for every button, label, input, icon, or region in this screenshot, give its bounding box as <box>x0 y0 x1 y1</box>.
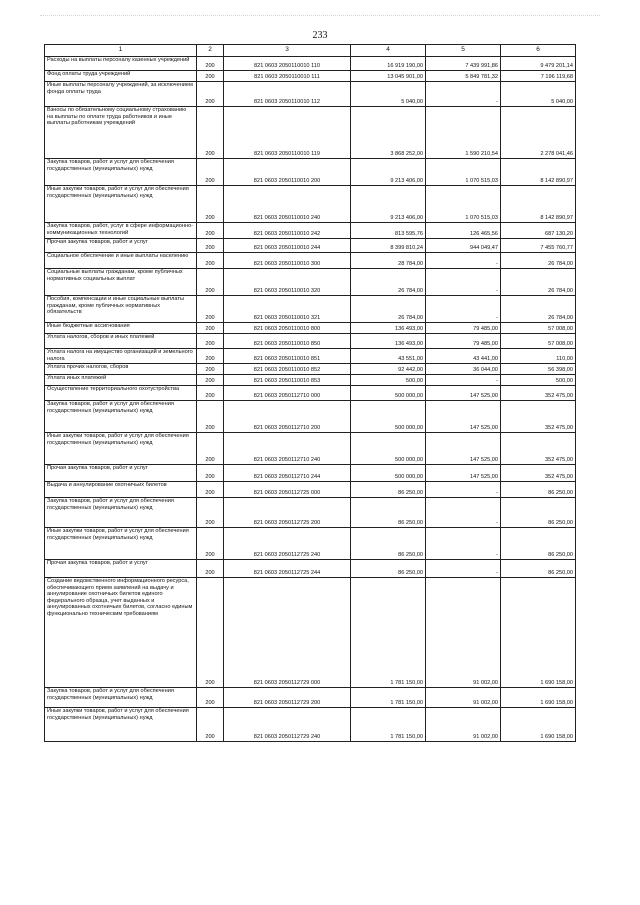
row-glav-cell: 200 <box>197 107 224 159</box>
row-approved-cell: 500,00 <box>351 375 426 386</box>
row-remainder-cell: 352 475,00 <box>501 465 576 482</box>
row-glav-cell: 200 <box>197 82 224 107</box>
table-row <box>45 269 576 296</box>
row-code-cell: 821 0603 2050112725 244 <box>224 560 351 578</box>
row-code-cell: 821 0603 2050112710 240 <box>224 433 351 465</box>
table-row <box>45 433 576 465</box>
row-approved-cell: 500 000,00 <box>351 386 426 401</box>
header-cell: 5 <box>426 45 501 57</box>
row-code-cell: 821 0603 2050112725 000 <box>224 482 351 498</box>
row-approved-cell: 136 493,00 <box>351 334 426 349</box>
row-approved-cell: 813 595,76 <box>351 223 426 239</box>
row-approved-cell: 86 250,00 <box>351 498 426 528</box>
row-glav-cell: 200 <box>197 386 224 401</box>
table-row <box>45 323 576 334</box>
row-code-cell: 821 0603 2050110010 240 <box>224 186 351 223</box>
row-remainder-cell: 1 690 158,00 <box>501 578 576 688</box>
header-cell: 2 <box>197 45 224 57</box>
row-name-cell: Закупка товаров, работ и услуг для обеспечения государственных (муниципальных) нужд <box>45 498 197 528</box>
row-name-cell: Прочая закупка товаров, работ и услуг <box>45 465 197 482</box>
row-remainder-cell: 9 479 201,14 <box>501 57 576 71</box>
row-glav-cell: 200 <box>197 528 224 560</box>
row-glav-cell: 200 <box>197 159 224 186</box>
scan-artifact-line <box>40 15 600 16</box>
row-executed-cell: - <box>426 253 501 269</box>
row-glav-cell: 200 <box>197 269 224 296</box>
table-row <box>45 401 576 433</box>
row-executed-cell: - <box>426 375 501 386</box>
table-row <box>45 688 576 708</box>
row-remainder-cell: 5 040,00 <box>501 82 576 107</box>
table-row <box>45 364 576 375</box>
row-approved-cell: 13 045 901,00 <box>351 71 426 82</box>
row-approved-cell: 9 213 406,00 <box>351 159 426 186</box>
row-executed-cell: 147 525,00 <box>426 433 501 465</box>
row-approved-cell: 28 784,00 <box>351 253 426 269</box>
row-remainder-cell: 687 130,20 <box>501 223 576 239</box>
row-executed-cell: 1 590 210,54 <box>426 107 501 159</box>
row-executed-cell: 7 439 991,86 <box>426 57 501 71</box>
row-approved-cell: 92 442,00 <box>351 364 426 375</box>
row-name-cell: Прочая закупка товаров, работ и услуг <box>45 560 197 578</box>
row-code-cell: 821 0603 2050110010 200 <box>224 159 351 186</box>
row-glav-cell: 200 <box>197 334 224 349</box>
row-name-cell: Иные закупки товаров, работ и услуг для обеспечения государственных (муниципальных) нужд <box>45 528 197 560</box>
row-code-cell: 821 0603 2050112710 244 <box>224 465 351 482</box>
row-executed-cell: 36 044,00 <box>426 364 501 375</box>
row-remainder-cell: 86 250,00 <box>501 482 576 498</box>
row-remainder-cell: 1 690 158,00 <box>501 708 576 742</box>
row-name-cell: Уплата налога на имущество организаций и земельного налога <box>45 349 197 364</box>
row-approved-cell: 86 250,00 <box>351 482 426 498</box>
row-name-cell: Иные бюджетные ассигнования <box>45 323 197 334</box>
row-executed-cell: 79 485,00 <box>426 334 501 349</box>
row-approved-cell: 16 919 190,00 <box>351 57 426 71</box>
row-glav-cell: 200 <box>197 349 224 364</box>
row-name-cell: Иные выплаты персоналу учреждений, за исключением фонда оплаты труда <box>45 82 197 107</box>
row-executed-cell: 147 525,00 <box>426 401 501 433</box>
row-name-cell: Закупка товаров, работ и услуг для обеспечения государственных (муниципальных) нужд <box>45 159 197 186</box>
table-row <box>45 186 576 223</box>
row-approved-cell: 43 551,00 <box>351 349 426 364</box>
row-remainder-cell: 110,00 <box>501 349 576 364</box>
row-executed-cell: 43 441,00 <box>426 349 501 364</box>
row-code-cell: 821 0603 2050112729 200 <box>224 688 351 708</box>
row-name-cell: Иные закупки товаров, работ и услуг для обеспечения государственных (муниципальных) нужд <box>45 708 197 742</box>
row-name-cell: Уплата иных платежей <box>45 375 197 386</box>
row-name-cell: Прочая закупка товаров, работ и услуг <box>45 239 197 253</box>
row-glav-cell: 200 <box>197 71 224 82</box>
table-row <box>45 82 576 107</box>
row-code-cell: 821 0603 2050110010 244 <box>224 239 351 253</box>
row-glav-cell: 200 <box>197 323 224 334</box>
row-code-cell: 821 0603 2050110010 300 <box>224 253 351 269</box>
table-row <box>45 107 576 159</box>
table-row <box>45 296 576 323</box>
row-name-cell: Пособия, компенсации и иные социальные выплаты гражданам, кроме публичных нормативных обязательств <box>45 296 197 323</box>
row-glav-cell: 200 <box>197 401 224 433</box>
row-remainder-cell: 86 250,00 <box>501 560 576 578</box>
header-cell: 4 <box>351 45 426 57</box>
row-code-cell: 821 0603 2050110010 119 <box>224 107 351 159</box>
table-row <box>45 223 576 239</box>
row-glav-cell: 200 <box>197 186 224 223</box>
table-row <box>45 334 576 349</box>
row-glav-cell: 200 <box>197 688 224 708</box>
row-approved-cell: 500 000,00 <box>351 433 426 465</box>
row-remainder-cell: 500,00 <box>501 375 576 386</box>
row-glav-cell: 200 <box>197 560 224 578</box>
row-name-cell: Уплата налогов, сборов и иных платежей <box>45 334 197 349</box>
row-glav-cell: 200 <box>197 708 224 742</box>
row-remainder-cell: 56 398,00 <box>501 364 576 375</box>
row-code-cell: 821 0603 2050112710 000 <box>224 386 351 401</box>
row-executed-cell: 79 485,00 <box>426 323 501 334</box>
row-approved-cell: 5 040,00 <box>351 82 426 107</box>
table-row <box>45 375 576 386</box>
row-executed-cell: 944 049,47 <box>426 239 501 253</box>
row-glav-cell: 200 <box>197 239 224 253</box>
row-approved-cell: 500 000,00 <box>351 465 426 482</box>
row-remainder-cell: 352 475,00 <box>501 433 576 465</box>
table-row <box>45 239 576 253</box>
row-code-cell: 821 0603 2050110010 321 <box>224 296 351 323</box>
row-approved-cell: 8 399 810,24 <box>351 239 426 253</box>
row-approved-cell: 136 493,00 <box>351 323 426 334</box>
row-remainder-cell: 86 250,00 <box>501 498 576 528</box>
row-remainder-cell: 8 142 890,97 <box>501 159 576 186</box>
row-code-cell: 821 0603 2050110010 111 <box>224 71 351 82</box>
row-executed-cell: 126 465,56 <box>426 223 501 239</box>
row-name-cell: Закупка товаров, работ и услуг для обеспечения государственных (муниципальных) нужд <box>45 688 197 708</box>
row-remainder-cell: 1 690 158,00 <box>501 688 576 708</box>
row-approved-cell: 9 213 406,00 <box>351 186 426 223</box>
row-code-cell: 821 0603 2050112729 240 <box>224 708 351 742</box>
row-name-cell: Выдача и аннулирование охотничьих билетов <box>45 482 197 498</box>
row-remainder-cell: 57 008,00 <box>501 323 576 334</box>
table-row <box>45 498 576 528</box>
budget-table <box>44 44 576 742</box>
row-approved-cell: 26 784,00 <box>351 269 426 296</box>
table-body <box>45 57 576 742</box>
row-code-cell: 821 0603 2050110010 110 <box>224 57 351 71</box>
row-executed-cell: - <box>426 82 501 107</box>
row-executed-cell: 5 849 781,32 <box>426 71 501 82</box>
row-glav-cell: 200 <box>197 296 224 323</box>
row-glav-cell: 200 <box>197 57 224 71</box>
row-glav-cell: 200 <box>197 375 224 386</box>
table-row <box>45 528 576 560</box>
row-remainder-cell: 86 250,00 <box>501 528 576 560</box>
row-name-cell: Фонд оплаты труда учреждений <box>45 71 197 82</box>
row-code-cell: 821 0603 2050110010 320 <box>224 269 351 296</box>
row-glav-cell: 200 <box>197 223 224 239</box>
table-row <box>45 708 576 742</box>
row-approved-cell: 86 250,00 <box>351 560 426 578</box>
row-executed-cell: 1 070 515,03 <box>426 186 501 223</box>
row-name-cell: Закупка товаров, работ и услуг для обеспечения государственных (муниципальных) нужд <box>45 401 197 433</box>
row-code-cell: 821 0603 2050112729 000 <box>224 578 351 688</box>
row-remainder-cell: 2 278 041,46 <box>501 107 576 159</box>
row-name-cell: Закупка товаров, работ, услуг в сфере информационно-коммуникационных технологий <box>45 223 197 239</box>
table-row <box>45 71 576 82</box>
row-glav-cell: 200 <box>197 482 224 498</box>
row-approved-cell: 1 781 150,00 <box>351 578 426 688</box>
row-code-cell: 821 0603 2050110010 112 <box>224 82 351 107</box>
row-remainder-cell: 7 455 760,77 <box>501 239 576 253</box>
row-name-cell: Иные закупки товаров, работ и услуг для обеспечения государственных (муниципальных) нужд <box>45 433 197 465</box>
row-code-cell: 821 0603 2050112710 200 <box>224 401 351 433</box>
row-name-cell: Иные закупки товаров, работ и услуг для обеспечения государственных (муниципальных) нужд <box>45 186 197 223</box>
row-name-cell: Уплата прочих налогов, сборов <box>45 364 197 375</box>
row-glav-cell: 200 <box>197 433 224 465</box>
row-remainder-cell: 7 196 119,68 <box>501 71 576 82</box>
header-cell: 1 <box>45 45 197 57</box>
row-code-cell: 821 0603 2050112725 240 <box>224 528 351 560</box>
row-approved-cell: 86 250,00 <box>351 528 426 560</box>
row-approved-cell: 3 868 252,00 <box>351 107 426 159</box>
row-name-cell: Расходы на выплаты персоналу казенных учреждений <box>45 57 197 71</box>
row-executed-cell: - <box>426 560 501 578</box>
row-glav-cell: 200 <box>197 253 224 269</box>
table-row <box>45 560 576 578</box>
table-row <box>45 57 576 71</box>
page-number: 233 <box>312 30 328 41</box>
row-executed-cell: 91 002,00 <box>426 688 501 708</box>
row-executed-cell: - <box>426 269 501 296</box>
table-row <box>45 465 576 482</box>
row-executed-cell: - <box>426 296 501 323</box>
row-executed-cell: - <box>426 528 501 560</box>
row-name-cell: Осуществление территориального охотустройства <box>45 386 197 401</box>
row-glav-cell: 200 <box>197 465 224 482</box>
header-cell: 6 <box>501 45 576 57</box>
table-row <box>45 159 576 186</box>
row-remainder-cell: 26 784,00 <box>501 296 576 323</box>
row-glav-cell: 200 <box>197 498 224 528</box>
row-executed-cell: - <box>426 482 501 498</box>
row-name-cell: Социальное обеспечение и иные выплаты населению <box>45 253 197 269</box>
row-remainder-cell: 26 784,00 <box>501 253 576 269</box>
row-executed-cell: 147 525,00 <box>426 386 501 401</box>
row-code-cell: 821 0603 2050112725 200 <box>224 498 351 528</box>
row-executed-cell: 91 002,00 <box>426 708 501 742</box>
row-approved-cell: 500 000,00 <box>351 401 426 433</box>
row-code-cell: 821 0603 2050110010 853 <box>224 375 351 386</box>
table-row <box>45 386 576 401</box>
row-approved-cell: 1 781 150,00 <box>351 708 426 742</box>
row-glav-cell: 200 <box>197 578 224 688</box>
row-glav-cell: 200 <box>197 364 224 375</box>
row-remainder-cell: 352 475,00 <box>501 386 576 401</box>
row-name-cell: Социальные выплаты гражданам, кроме публичных нормативных социальных выплат <box>45 269 197 296</box>
row-remainder-cell: 352 475,00 <box>501 401 576 433</box>
table-row <box>45 578 576 688</box>
row-executed-cell: 1 070 515,03 <box>426 159 501 186</box>
row-executed-cell: - <box>426 498 501 528</box>
row-name-cell: Создание ведомственного информационного ресурса, обеспечивающего прием заявлений на выдачу и аннулирование охотничьих билетов единого федерального образца, учет выданных и аннулированных охотничьих билетов, согласно единым функционально техническим требованиям <box>45 578 197 688</box>
table-row <box>45 349 576 364</box>
row-remainder-cell: 57 008,00 <box>501 334 576 349</box>
row-executed-cell: 147 525,00 <box>426 465 501 482</box>
row-approved-cell: 26 784,00 <box>351 296 426 323</box>
row-code-cell: 821 0603 2050110010 850 <box>224 334 351 349</box>
row-code-cell: 821 0603 2050110010 242 <box>224 223 351 239</box>
table-row <box>45 253 576 269</box>
header-row <box>45 45 576 57</box>
row-code-cell: 821 0603 2050110010 800 <box>224 323 351 334</box>
row-remainder-cell: 8 142 890,97 <box>501 186 576 223</box>
row-executed-cell: 91 002,00 <box>426 578 501 688</box>
row-code-cell: 821 0603 2050110010 852 <box>224 364 351 375</box>
row-approved-cell: 1 781 150,00 <box>351 688 426 708</box>
header-cell: 3 <box>224 45 351 57</box>
table-row <box>45 482 576 498</box>
row-remainder-cell: 26 784,00 <box>501 269 576 296</box>
row-name-cell: Взносы по обязательному социальному страхованию на выплаты по оплате труда работников и иные выплаты работникам учреждений <box>45 107 197 159</box>
row-code-cell: 821 0603 2050110010 851 <box>224 349 351 364</box>
